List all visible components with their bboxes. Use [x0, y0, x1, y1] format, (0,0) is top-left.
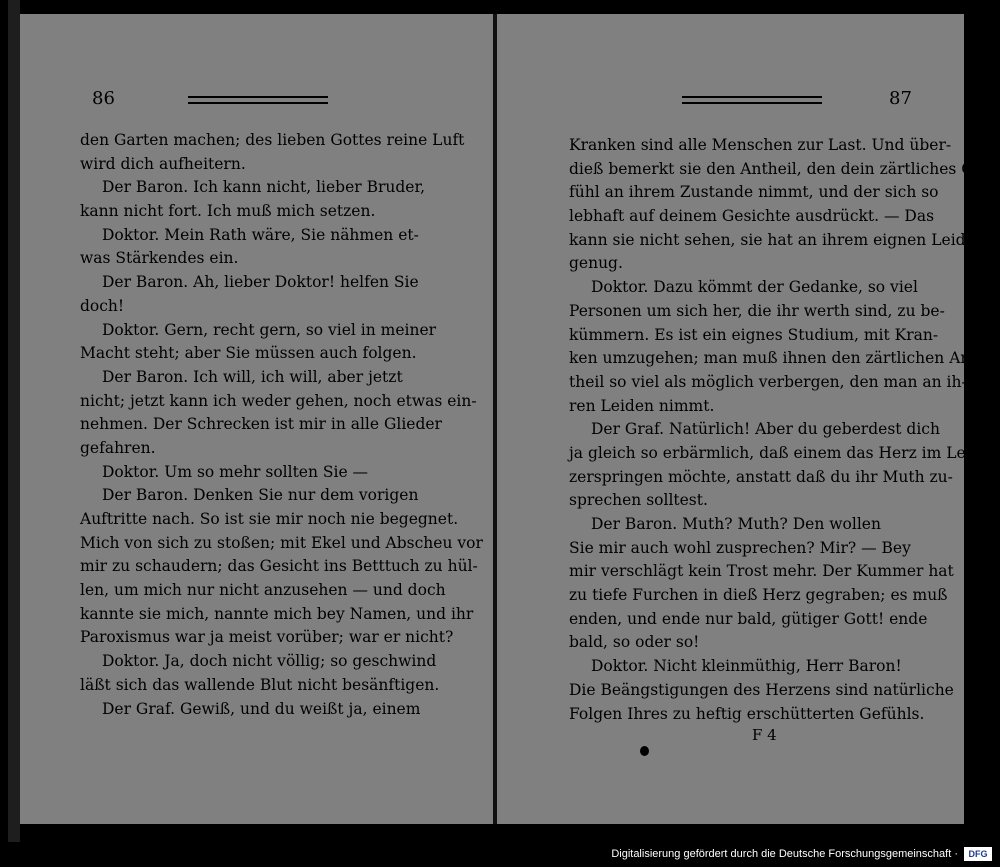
text-line: zu tiefe Furchen in dieß Herz gegraben; es muß [569, 586, 948, 605]
text-line: enden, und ende nur bald, gütiger Gott! ende [569, 609, 928, 628]
text-line: gefahren. [80, 438, 156, 457]
text-line: Doktor. Dazu kömmt der Gedanke, so viel [591, 278, 918, 297]
text-line: läßt sich das wallende Blut nicht besänftigen. [80, 675, 440, 694]
text-line: ken umzugehen; man muß ihnen den zärtlichen An- [569, 349, 976, 368]
text-line: nehmen. Der Schrecken ist mir in alle Glieder [80, 415, 442, 434]
text-line: fühl an ihrem Zustande nimmt, und der sich so [569, 183, 939, 202]
text-line: mir zu schaudern; das Gesicht ins Betttuch zu hül- [80, 557, 478, 576]
text-line: Der Baron. Denken Sie nur dem vorigen [102, 486, 419, 505]
text-line: Mich von sich zu stoßen; mit Ekel und Abscheu vor [80, 533, 483, 552]
page-number: 86 [92, 88, 115, 109]
text-line: sprechen solltest. [569, 491, 708, 510]
text-line: dieß bemerkt sie den Antheil, den dein zärtliches Ge- [569, 159, 989, 178]
header-rule [682, 96, 822, 104]
text-line: Der Graf. Natürlich! Aber du geberdest dich [591, 420, 940, 439]
text-line: Doktor. Ja, doch nicht völlig; so geschwind [102, 652, 437, 671]
text-line: genug. [569, 254, 623, 273]
signature-mark: F 4 [752, 726, 777, 744]
text-body [80, 129, 483, 721]
text-line: Folgen Ihres zu heftig erschütterten Gefühls. [569, 704, 925, 723]
text-line: Sie mir auch wohl zusprechen? Mir? — Bey [569, 538, 911, 557]
text-line: theil so viel als möglich verbergen, den man an ih- [569, 372, 967, 391]
text-line: kümmern. Es ist ein eignes Studium, mit Kran- [569, 325, 939, 344]
text-line: Die Beängstigungen des Herzens sind natürliche [569, 680, 954, 699]
text-line: nicht; jetzt kann ich weder gehen, noch etwas ein- [80, 391, 477, 410]
text-line: bald, so oder so! [569, 633, 700, 652]
page-number: 87 [889, 88, 912, 109]
text-line: Der Baron. Muth? Muth? Den wollen [591, 515, 881, 533]
header-rule [188, 96, 328, 104]
dfg-logo: DFG [964, 847, 992, 861]
text-line: Der Baron. Ich will, ich will, aber jetzt [102, 367, 403, 386]
left-page [20, 14, 495, 824]
text-line: Doktor. Nicht kleinmüthig, Herr Baron! [591, 657, 902, 676]
text-line: Auftritte nach. So ist sie mir noch nie begegnet. [80, 510, 459, 528]
text-line: len, um mich nur nicht anzusehen — und doch [80, 581, 446, 600]
text-line: Doktor. Mein Rath wäre, Sie nähmen et- [102, 225, 419, 244]
text-line: Kranken sind alle Menschen zur Last. Und über- [569, 136, 952, 154]
text-line: lebhaft auf deinem Gesichte ausdrückt. — Das [569, 207, 935, 226]
text-line: Macht steht; aber Sie müssen auch folgen. [80, 344, 417, 363]
text-line: mir verschlägt kein Trost mehr. Der Kummer hat [569, 562, 954, 581]
text-line: Personen um sich her, die ihr werth sind, zu be- [569, 301, 945, 320]
text-line: Der Baron. Ah, lieber Doktor! helfen Sie [102, 273, 419, 292]
footer-bar [0, 842, 1000, 867]
text-line: kannte sie mich, nannte mich bey Namen, und ihr [80, 604, 474, 623]
text-line: was Stärkendes ein. [80, 249, 239, 268]
right-page [497, 14, 990, 824]
text-line: Der Graf. Gewiß, und du weißt ja, einem [102, 699, 421, 718]
text-line: kann sie nicht sehen, sie hat an ihrem eignen Leiden [569, 230, 985, 249]
text-line: ja gleich so erbärmlich, daß einem das Herz im Leibe [569, 443, 990, 462]
text-line: Der Baron. Ich kann nicht, lieber Bruder, [102, 178, 426, 197]
text-line: Paroxismus war ja meist vorüber; war er nicht? [80, 628, 454, 647]
book-edge [8, 0, 20, 867]
text-line: Doktor. Gern, recht gern, so viel in meiner [102, 320, 437, 339]
text-line: den Garten machen; des lieben Gottes reine Luft [80, 131, 465, 149]
text-line: doch! [80, 296, 125, 315]
funding-notice: Digitalisierung gefördert durch die Deutsche Forschungsgemeinschaft · [611, 848, 958, 860]
text-line: kann nicht fort. Ich muß mich setzen. [80, 202, 376, 221]
text-line: wird dich aufheitern. [80, 154, 246, 173]
text-line: zerspringen möchte, anstatt daß du ihr Muth zu- [569, 467, 953, 486]
text-line: ren Leiden nimmt. [569, 396, 715, 415]
text-body [569, 134, 990, 726]
ink-speck [640, 746, 649, 756]
text-line: Doktor. Um so mehr sollten Sie — [102, 462, 369, 481]
